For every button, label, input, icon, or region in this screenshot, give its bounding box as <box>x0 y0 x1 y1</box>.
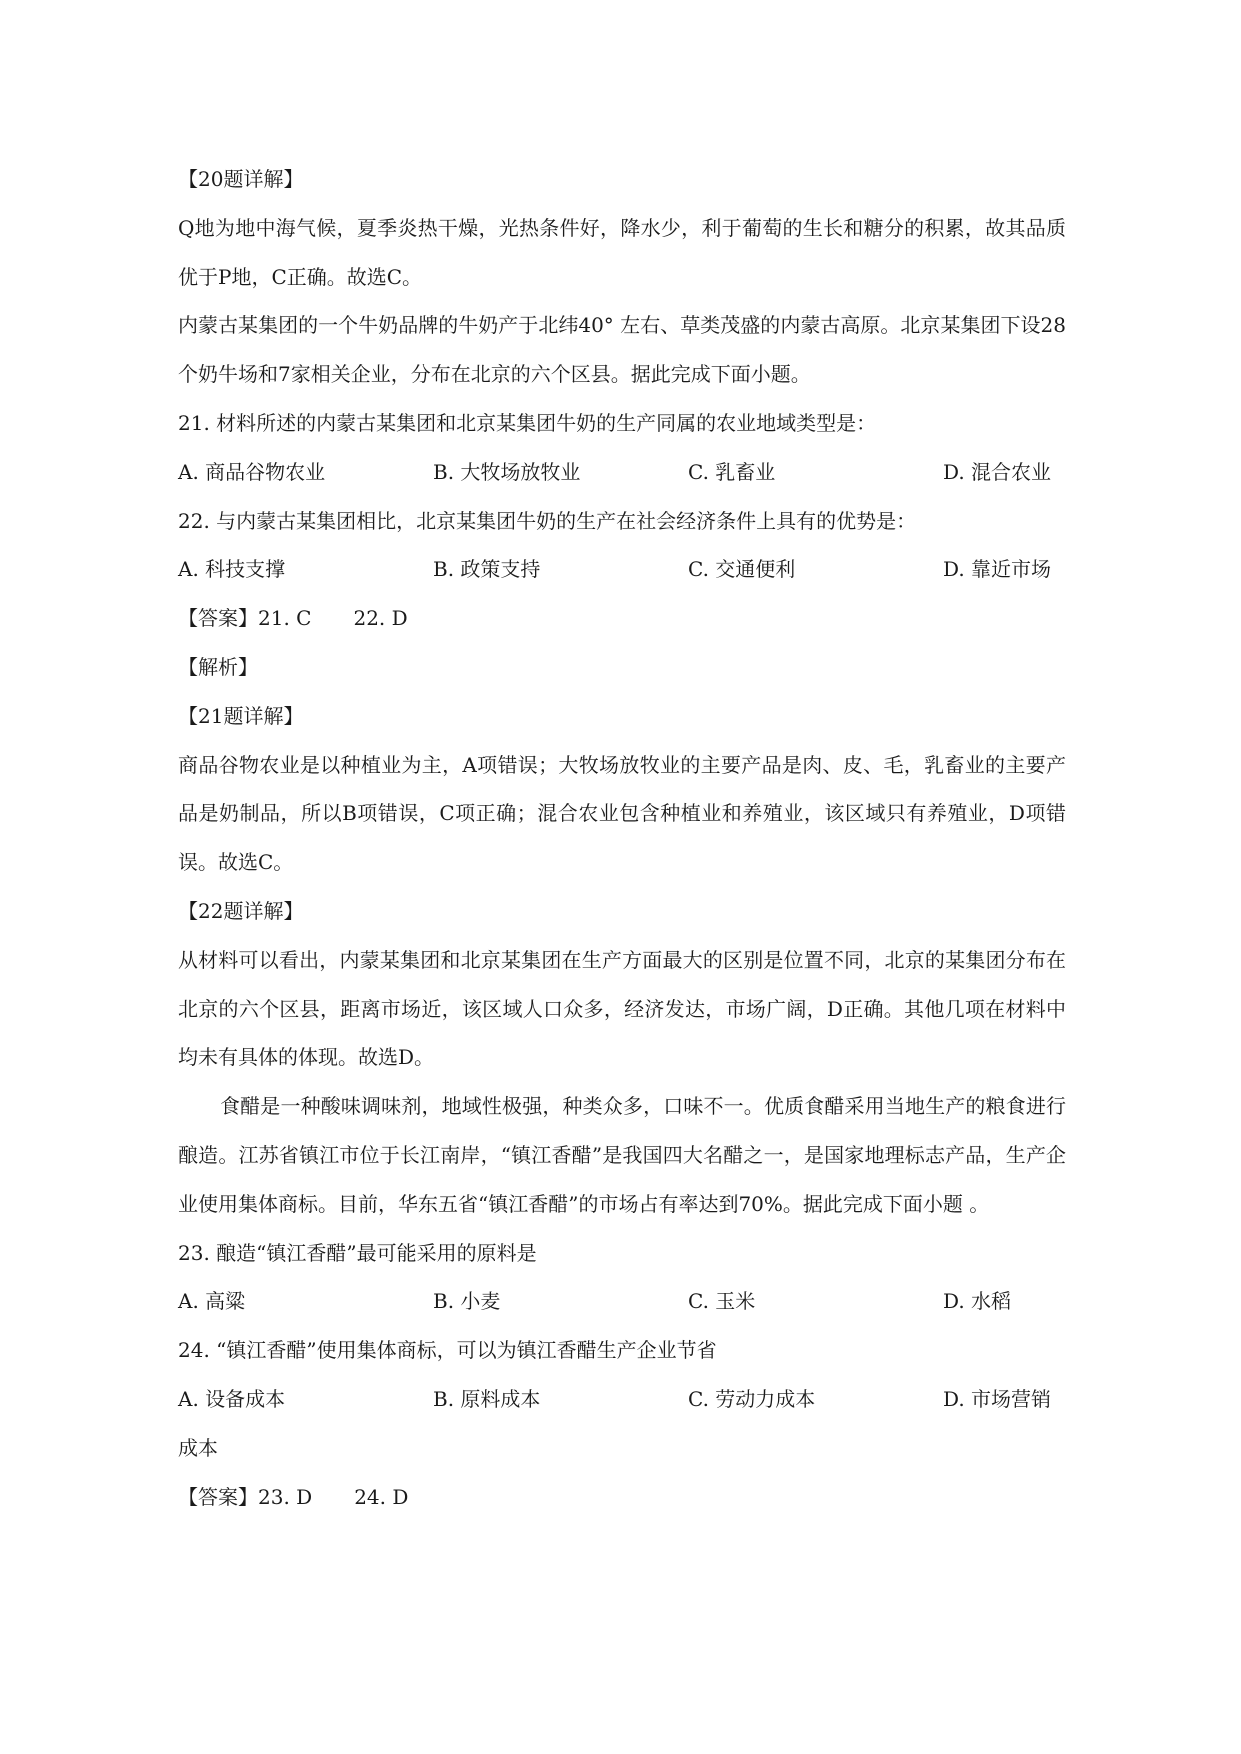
q23-option-a: A. 高粱 <box>178 1289 246 1314</box>
document-page <box>178 155 1066 1521</box>
q21-options <box>178 448 1066 497</box>
q20-detail-heading: 【20题详解】 <box>178 167 304 191</box>
material-23-24: 食醋是一种酸味调味剂，地域性极强，种类众多，口味不一。优质食醋采用当地生产的粮食进行酿造。江苏省镇江市位于长江南岸，“镇江香醋”是我国四大名醋之一，是国家地理标志产品，生产企业使用集体商标。目前，华东五省“镇江香醋”的市场占有率达到70%。据此完成下面小题 。 <box>178 1094 1066 1216</box>
q22-option-d: D. 靠近市场 <box>943 557 1052 582</box>
answer-22: 22. D <box>353 606 408 631</box>
q24-options <box>178 1375 1066 1424</box>
q22-stem: 22. 与内蒙古某集团相比，北京某集团牛奶的生产在社会经济条件上具有的优势是： <box>178 508 917 533</box>
q23-option-d: D. 水稻 <box>943 1289 1012 1314</box>
answer-21: 【答案】21. C <box>178 606 312 631</box>
answer-23-24 <box>178 1473 1066 1522</box>
q22-option-a: A. 科技支撑 <box>178 557 286 582</box>
q21-option-b: B. 大牧场放牧业 <box>433 459 581 484</box>
q21-detail-heading: 【21题详解】 <box>178 703 304 728</box>
q22-option-b: B. 政策支持 <box>433 557 541 582</box>
q23-options <box>178 1277 1066 1326</box>
q24-option-b: B. 原料成本 <box>433 1386 541 1411</box>
q21-option-c: C. 乳畜业 <box>688 459 776 484</box>
answer-24: 24. D <box>354 1484 409 1509</box>
q22-options <box>178 545 1066 594</box>
q20-detail-text: Q地为地中海气候，夏季炎热干燥，光热条件好，降水少，利于葡萄的生长和糖分的积累，故其品质优于P地，C正确。故选C。 <box>178 215 1066 289</box>
q24-option-d-overflow: 成本 <box>178 1435 218 1460</box>
answer-21-22 <box>178 594 1066 643</box>
q22-detail-text: 从材料可以看出，内蒙某集团和北京某集团在生产方面最大的区别是位置不同，北京的某集团分布在北京的六个区县，距离市场近，该区域人口众多，经济发达，市场广阔，D正确。其他几项在材料中均未有具体的体现。故选D。 <box>178 947 1066 1070</box>
q24-stem: 24. “镇江香醋”使用集体商标，可以为镇江香醋生产企业节省 <box>178 1338 717 1363</box>
q21-detail-text: 商品谷物农业是以种植业为主，A项错误；大牧场放牧业的主要产品是肉、皮、毛，乳畜业的主要产品是奶制品，所以B项错误，C项正确；混合农业包含种植业和养殖业，该区域只有养殖业，D项错误。故选C。 <box>178 752 1066 875</box>
analysis-heading: 【解析】 <box>178 654 258 679</box>
q22-detail-heading: 【22题详解】 <box>178 898 304 923</box>
q22-option-c: C. 交通便利 <box>688 557 796 582</box>
q21-option-a: A. 商品谷物农业 <box>178 459 326 484</box>
answer-23: 【答案】23. D <box>178 1484 313 1509</box>
q24-option-c: C. 劳动力成本 <box>688 1386 816 1411</box>
q24-option-d: D. 市场营销 <box>943 1386 1052 1411</box>
q21-stem: 21. 材料所述的内蒙古某集团和北京某集团牛奶的生产同属的农业地域类型是： <box>178 410 877 435</box>
q21-option-d: D. 混合农业 <box>943 459 1052 484</box>
material-21-22: 内蒙古某集团的一个牛奶品牌的牛奶产于北纬40° 左右、草类茂盛的内蒙古高原。北京某集团下设28个奶牛场和7家相关企业，分布在北京的六个区县。据此完成下面小题。 <box>178 313 1066 387</box>
q23-option-c: C. 玉米 <box>688 1289 756 1314</box>
q23-option-b: B. 小麦 <box>433 1289 501 1314</box>
q24-option-a: A. 设备成本 <box>178 1386 286 1411</box>
q23-stem: 23. 酿造“镇江香醋”最可能采用的原料是 <box>178 1240 537 1265</box>
